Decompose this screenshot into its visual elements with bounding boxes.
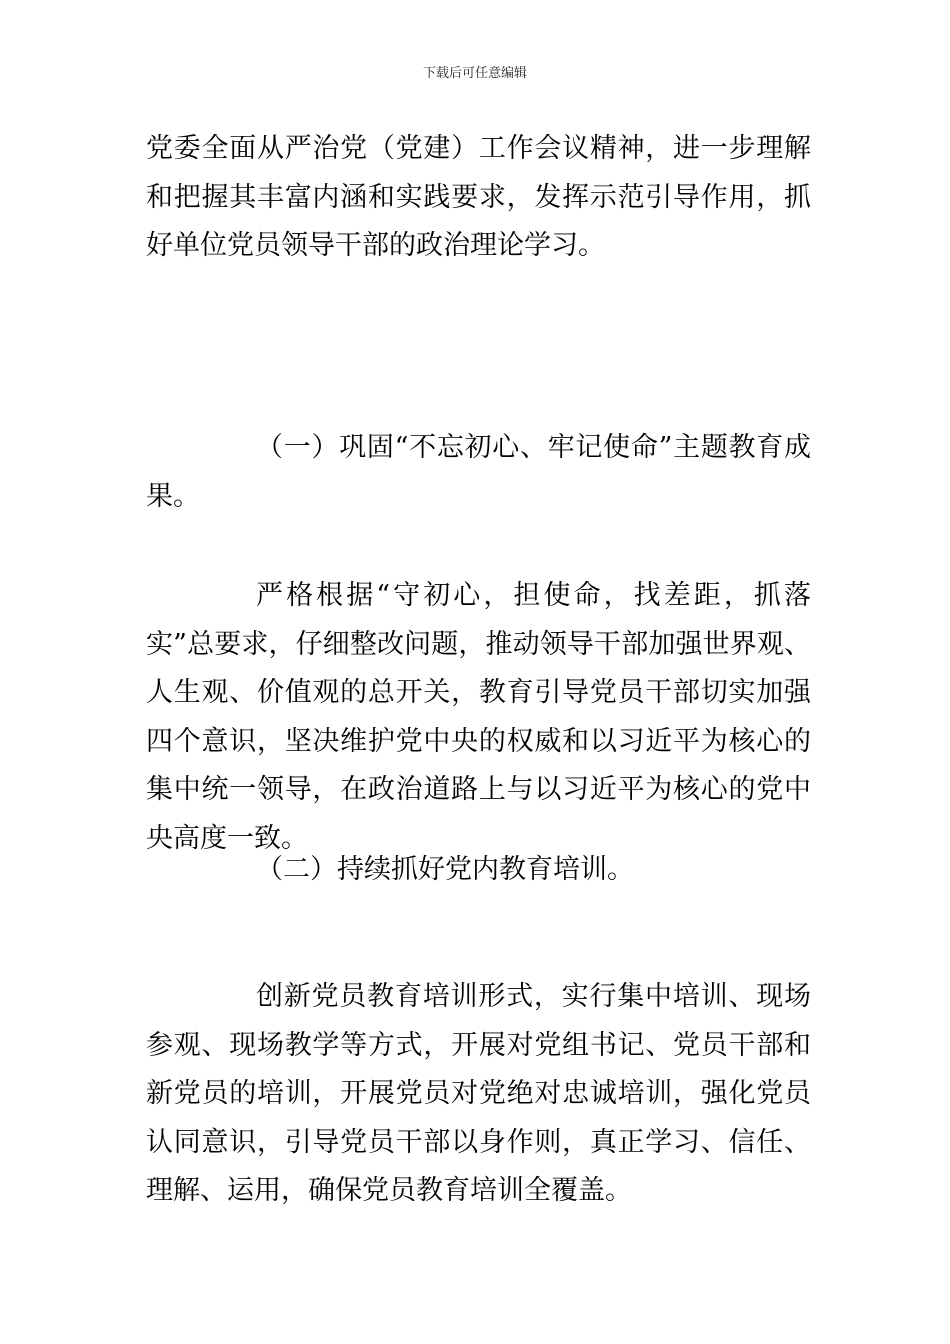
body-paragraph: 严格根据“守初心，担使命，找差距，抓落实”总要求，仔细整改问题，推动领导干部加强世界观、人生观、价值观的总开关，教育引导党员干部切实加强四个意识，坚决维护党中央的权威和以习近平为核心的集中统一领导，在政治道路上与以习近平为核心的党中央高度一致。 <box>146 580 811 854</box>
section-heading-2: （二）持续抓好党内教育培训。 <box>256 854 634 885</box>
body-paragraph: 创新党员教育培训形式，实行集中培训、现场参观、现场教学等方式，开展对党组书记、党员干部和新党员的培训，开展党员对党绝对忠诚培训，强化党员认同意识，引导党员干部以身作则，真正学习、信任、理解、运用，确保党员教育培训全覆盖。 <box>146 981 811 1206</box>
section-heading-1: （一）巩固“不忘初心、牢记使命”主题教育成果。 <box>146 432 811 512</box>
body-paragraph: 党委全面从严治党（党建）工作会议精神，进一步理解和把握其丰富内涵和实践要求，发挥示范引导作用，抓好单位党员领导干部的政治理论学习。 <box>146 133 811 261</box>
header-note: 下载后可任意编辑 <box>422 66 527 81</box>
